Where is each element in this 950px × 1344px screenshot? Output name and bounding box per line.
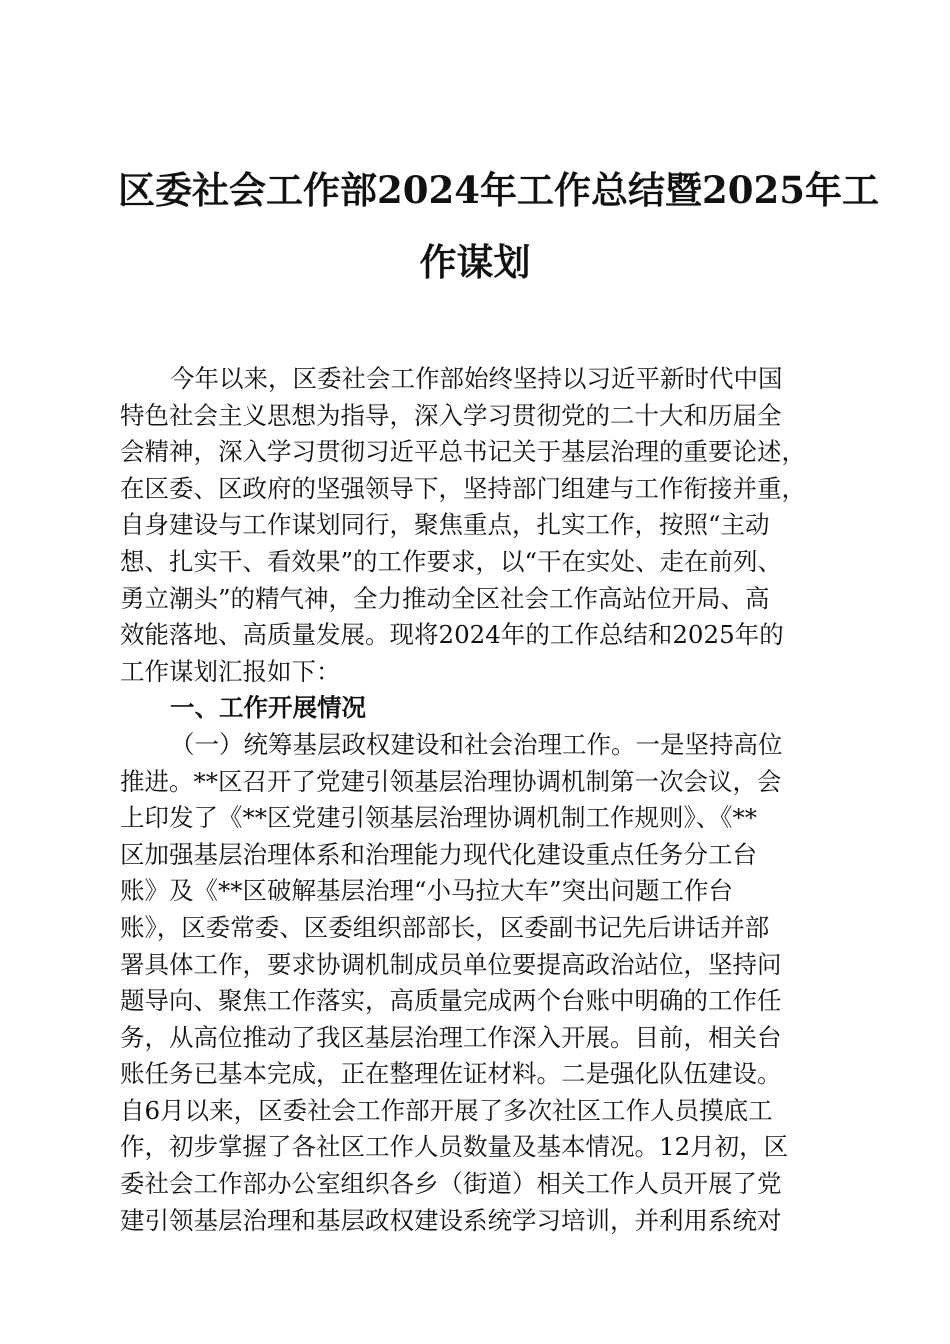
document-title-line-2: 作谋划 <box>419 240 531 284</box>
intro-line: 自身建设与工作谋划同行，聚焦重点，扎实工作，按照“主动 <box>120 510 770 540</box>
section-line: （一）统筹基层政权建设和社会治理工作。一是坚持高位 <box>170 729 783 759</box>
section-line: 题导向、聚焦工作落实，高质量完成两个台账中明确的工作任 <box>120 986 782 1016</box>
intro-line: 想、扎实干、看效果”的工作要求，以“干在实处、走在前列、 <box>120 546 783 576</box>
intro-line: 今年以来，区委社会工作部始终坚持以习近平新时代中国 <box>170 364 783 393</box>
intro-line: 效能落地、高质量发展。现将2024年的工作总结和2025年的 <box>120 620 784 650</box>
section-heading: 一、工作开展情况 <box>170 693 366 723</box>
intro-line: 会精神，深入学习贯彻习近平总书记关于基层治理的重要论述， <box>120 437 806 467</box>
section-line: 务，从高位推动了我区基层治理工作深入开展。目前，相关台 <box>120 1022 782 1052</box>
section-line: 作，初步掌握了各社区工作人员数量及基本情况。12月初，区 <box>120 1132 789 1162</box>
section-line: 账任务已基本完成，正在整理佐证材料。二是强化队伍建设。 <box>120 1059 782 1089</box>
intro-line: 勇立潮头”的精气神，全力推动全区社会工作高站位开局、高 <box>120 583 770 613</box>
section-line: 自6月以来，区委社会工作部开展了多次社区工作人员摸底工 <box>120 1095 773 1125</box>
intro-line: 在区委、区政府的坚强领导下，坚持部门组建与工作衔接并重， <box>120 473 806 503</box>
intro-line: 特色社会主义思想为指导，深入学习贯彻党的二十大和历届全 <box>120 400 782 430</box>
section-line: 上印发了《**区党建引领基层治理协调机制工作规则》、《** <box>120 803 757 833</box>
section-line: 账》及《**区破解基层治理“小马拉大车”突出问题工作台 <box>120 876 734 906</box>
section-line: 推进。**区召开了党建引领基层治理协调机制第一次会议，会 <box>120 766 782 796</box>
intro-line: 工作谋划汇报如下： <box>120 656 341 686</box>
section-line: 署具体工作，要求协调机制成员单位要提高政治站位，坚持问 <box>120 949 782 979</box>
section-line: 委社会工作部办公室组织各乡（街道）相关工作人员开展了党 <box>120 1169 782 1199</box>
document-title-line-1: 区委社会工作部2024年工作总结暨2025年工 <box>118 168 879 212</box>
document-body <box>120 361 840 1239</box>
section-line: 区加强基层治理体系和治理能力现代化建设重点任务分工台 <box>120 839 757 869</box>
section-line: 建引领基层治理和基层政权建设系统学习培训，并利用系统对 <box>120 1205 782 1235</box>
section-line: 账》，区委常委、区委组织部部长，区委副书记先后讲话并部 <box>120 912 770 942</box>
